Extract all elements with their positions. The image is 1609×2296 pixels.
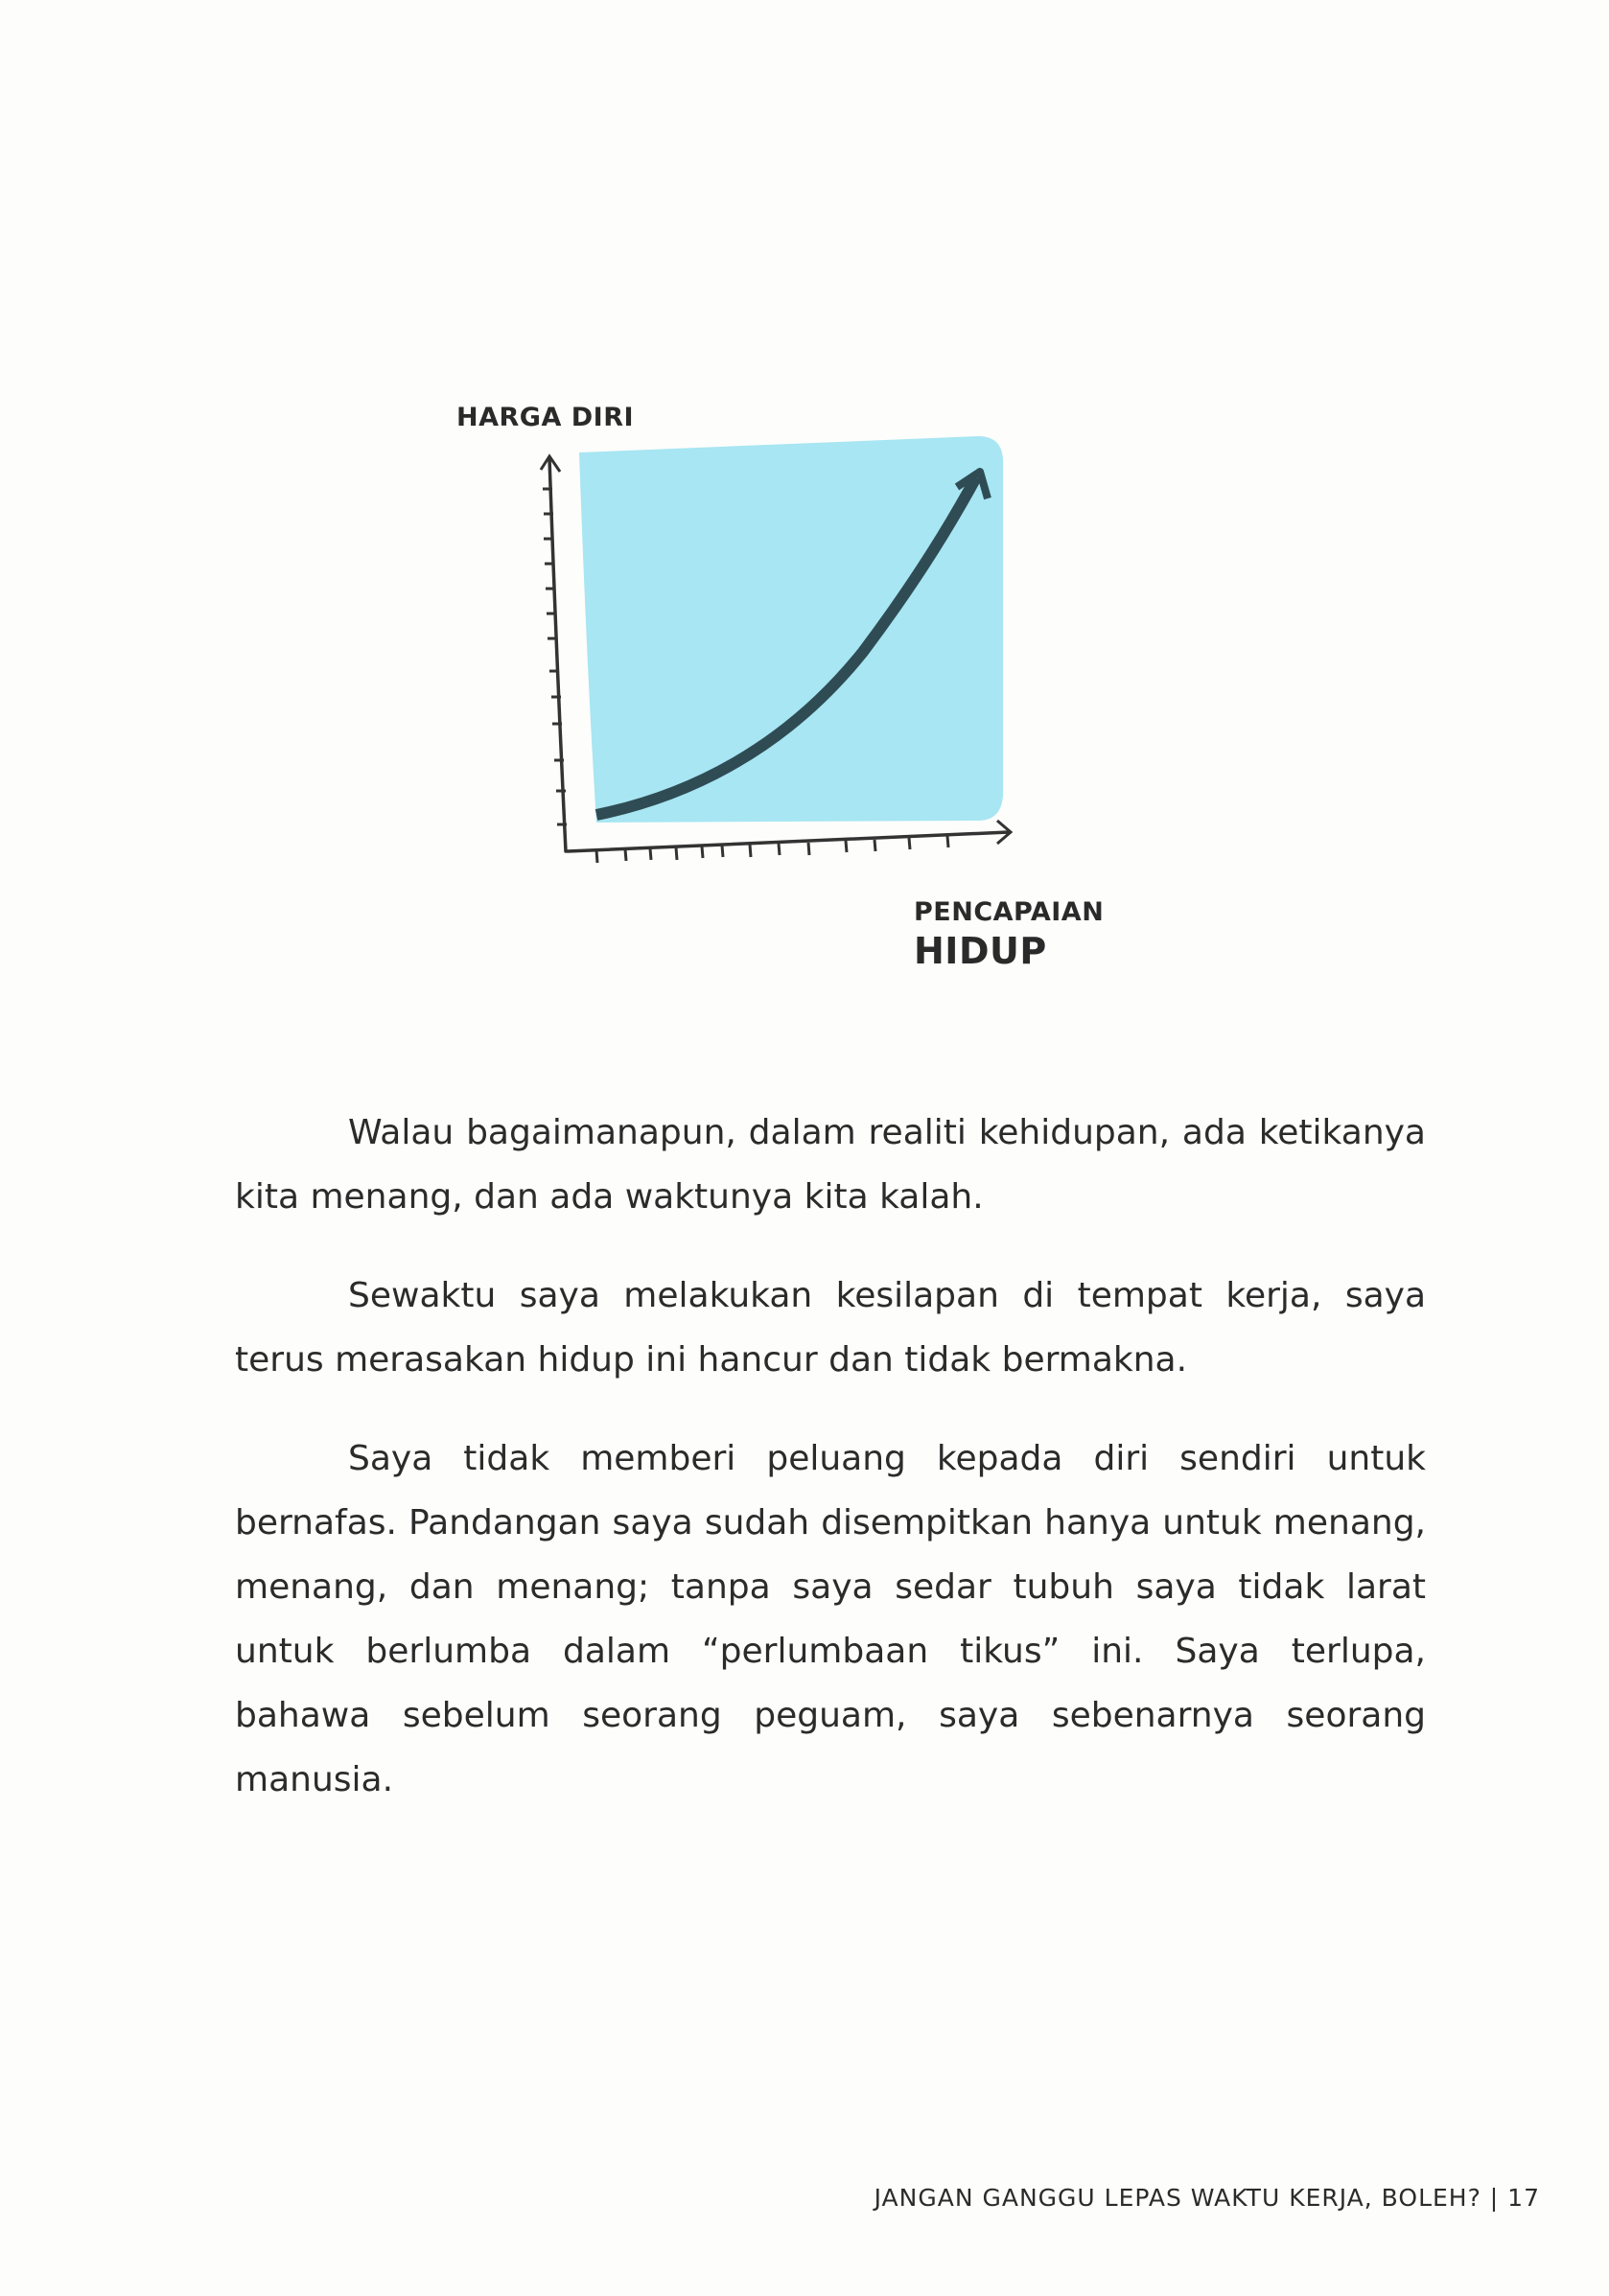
x-axis-label-line1: PENCAPAIAN xyxy=(914,897,1105,927)
paragraph: Saya tidak memberi peluang kepada diri sendiri untuk bernafas. Pandangan saya sudah disempitkan hanya untuk menang, menang, dan menang; tanpa saya sedar tubuh saya tidak larat untuk berlumba dalam “perlumbaan tikus” ini. Saya terlupa, bahawa sebelum seorang peguam, saya sebenarnya seorang manusia. xyxy=(235,1439,1426,1799)
y-axis-label: HARGA DIRI xyxy=(456,403,635,432)
x-axis-ticks xyxy=(596,836,948,863)
blue-background-block xyxy=(579,436,1003,823)
x-axis xyxy=(568,832,1009,851)
running-footer: JANGAN GANGGU LEPAS WAKTU KERJA, BOLEH? | 17 xyxy=(874,2184,1540,2212)
x-axis-label-line2: HIDUP xyxy=(914,930,1047,972)
paragraph: Walau bagaimanapun, dalam realiti kehidupan, ada ketikanya kita menang, dan ada waktunya kita kalah. xyxy=(235,1113,1426,1217)
body-text xyxy=(235,1101,1426,1846)
chart-figure xyxy=(0,0,1609,1016)
paragraph: Sewaktu saya melakukan kesilapan di tempat kerja, saya terus merasakan hidup ini hancur dan tidak bermakna. xyxy=(235,1276,1426,1380)
growth-chart xyxy=(0,0,1609,1016)
